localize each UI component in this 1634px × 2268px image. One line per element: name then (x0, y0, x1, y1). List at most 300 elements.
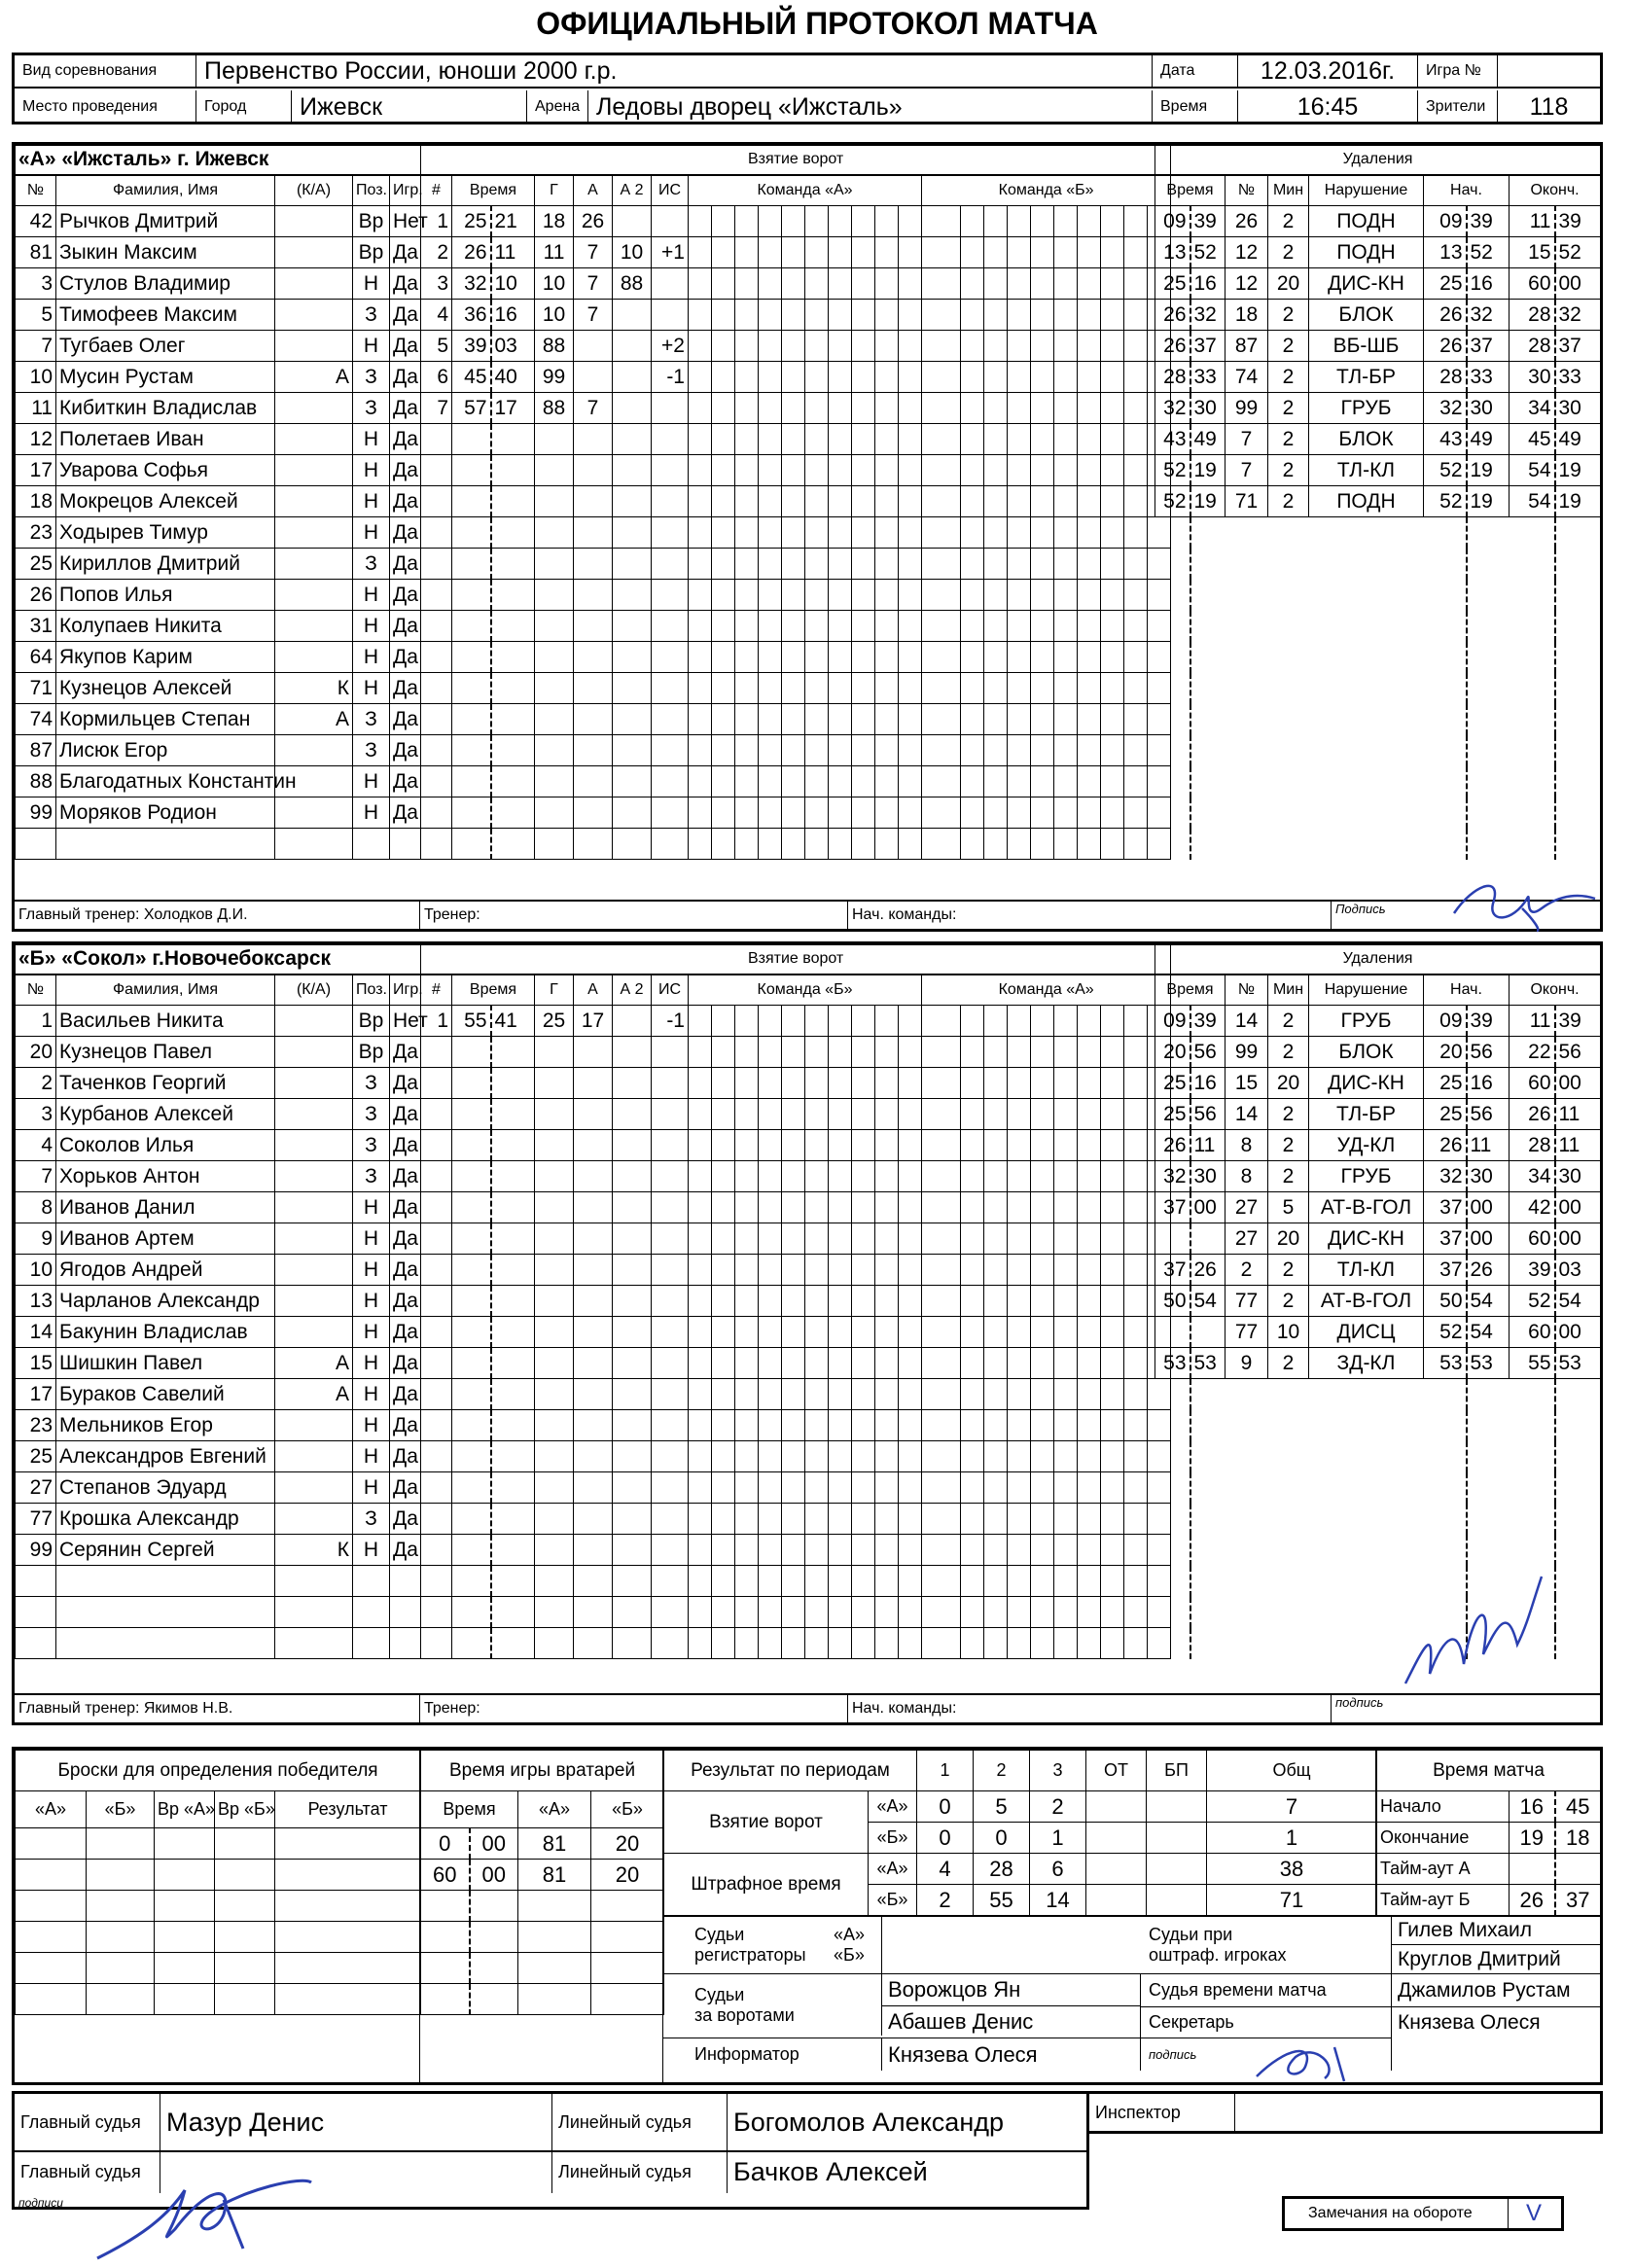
pen-start-min: 13 (1424, 237, 1467, 268)
pen-second: 39 (1190, 206, 1226, 237)
pen-infraction: БЛОК (1309, 424, 1424, 455)
player-row (16, 1410, 421, 1441)
secretary-signature (1247, 2038, 1393, 2084)
pen-start-min: 25 (1424, 1068, 1467, 1099)
goal-row (421, 331, 1171, 362)
player-plays: Да (390, 611, 421, 642)
goal-col-is: ИС (652, 175, 689, 206)
goal-scorer: 88 (535, 331, 574, 362)
player-name: Рычков Дмитрий (56, 206, 275, 237)
goal-assist-1: 7 (574, 300, 613, 331)
penalty-row (1155, 1192, 1601, 1223)
pen-player: 14 (1226, 1006, 1268, 1037)
place-label: Место проведения (15, 90, 196, 124)
pen-start-sec: 56 (1467, 1037, 1510, 1068)
player-plays: Да (390, 1504, 421, 1535)
player-number: 1 (16, 1006, 56, 1037)
shootout-row (16, 1922, 421, 1953)
competition-value: Первенство России, юноши 2000 г.р. (196, 55, 1153, 87)
player-row (16, 735, 421, 766)
pen-end-sec: 39 (1555, 206, 1601, 237)
player-name: Таченков Георгий (56, 1068, 275, 1099)
player-name: Мусин Рустам (56, 362, 275, 393)
goal-row (421, 1099, 1171, 1130)
pen-player: 71 (1226, 486, 1268, 517)
pen-start-min: 25 (1424, 268, 1467, 300)
timeout-b-minute: 26 (1510, 1885, 1555, 1916)
player-plays: Нет (390, 1006, 421, 1037)
match-start-label: Начало (1377, 1791, 1510, 1823)
pen-second: 19 (1190, 455, 1226, 486)
player-name: Уварова Софья (56, 455, 275, 486)
pen-start-min: 52 (1424, 486, 1467, 517)
player-position: Н (353, 517, 390, 549)
goal-row (421, 1566, 1171, 1597)
player-position: З (353, 1130, 390, 1161)
pen-second (1190, 1317, 1226, 1348)
goal-second: 41 (491, 1006, 535, 1037)
col-number: № (16, 175, 56, 206)
goal-row (421, 1130, 1171, 1161)
pen-end-min: 28 (1510, 331, 1555, 362)
pen-start-min: 52 (1424, 455, 1467, 486)
player-role (275, 1410, 353, 1441)
match-time-title: Время матча (1377, 1751, 1601, 1791)
player-role (275, 797, 353, 829)
pen-player: 15 (1226, 1068, 1268, 1099)
arena-value: Ледовы дворец «Ижсталь» (588, 90, 1153, 124)
penalty-row (1155, 766, 1601, 797)
goal-second: 16 (491, 300, 535, 331)
goal-row (421, 673, 1171, 704)
player-position: Н (353, 1379, 390, 1410)
goal-number: 4 (421, 300, 452, 331)
player-plays: Да (390, 1130, 421, 1161)
team-chief-label: Нач. команды: (848, 1695, 1332, 1722)
pen-duration: 2 (1268, 1161, 1309, 1192)
player-number: 25 (16, 549, 56, 580)
player-row (16, 611, 421, 642)
player-row (16, 455, 421, 486)
linesman-1: Богомолов Александр (733, 2107, 1005, 2137)
pen-col-end: Оконч. (1510, 175, 1601, 206)
pen-col-min: Мин (1268, 175, 1309, 206)
pen-end-sec: 49 (1555, 424, 1601, 455)
period-2-header: 2 (974, 1751, 1030, 1791)
player-plays: Да (390, 1099, 421, 1130)
player-role: К (275, 1535, 353, 1566)
penalty-row (1155, 611, 1601, 642)
player-role (275, 1099, 353, 1130)
pen-end-min: 28 (1510, 300, 1555, 331)
player-row (16, 300, 421, 331)
game-number-value (1498, 55, 1600, 87)
player-number: 7 (16, 331, 56, 362)
informer-label: Информатор (663, 2038, 882, 2071)
goal-second: 21 (491, 206, 535, 237)
goal-assist-2 (613, 331, 652, 362)
player-role (275, 206, 353, 237)
player-role (275, 331, 353, 362)
player-role (275, 1068, 353, 1099)
player-number: 2 (16, 1068, 56, 1099)
pen-second: 30 (1190, 393, 1226, 424)
secretary-value: Князева Олеся (1392, 2006, 1600, 2038)
shootout-row (16, 1984, 421, 2015)
goal-col-team2: Команда «Б» (922, 175, 1171, 206)
player-row (16, 1255, 421, 1286)
pen-minute (1155, 1223, 1190, 1255)
team-chief-label: Нач. команды: (848, 902, 1332, 929)
player-number: 81 (16, 237, 56, 268)
pen-minute: 52 (1155, 486, 1190, 517)
player-number: 74 (16, 704, 56, 735)
pen-end-min: 60 (1510, 1223, 1555, 1255)
pen-minute: 09 (1155, 1006, 1190, 1037)
pen-minute: 52 (1155, 455, 1190, 486)
player-role (275, 1037, 353, 1068)
spectators-label: Зрители (1418, 90, 1498, 124)
goal-row (421, 1006, 1171, 1037)
shootout-col-gkb: Вр «Б» (215, 1791, 275, 1828)
goal-judge-1: Ворожцов Ян (882, 1973, 1141, 2006)
goal-row (421, 393, 1171, 424)
pen-infraction: ПОДН (1309, 486, 1424, 517)
pen-infraction: ТЛ-БР (1309, 362, 1424, 393)
goalie-time-col-b: «Б» (591, 1791, 664, 1828)
player-plays: Да (390, 735, 421, 766)
player-plays: Да (390, 486, 421, 517)
penalty-row (1155, 642, 1601, 673)
player-plays: Да (390, 268, 421, 300)
period-row-label: Взятие ворот (664, 1791, 869, 1854)
pen-end-min: 54 (1510, 486, 1555, 517)
goal-assist-1: 7 (574, 237, 613, 268)
goal-second: 17 (491, 393, 535, 424)
player-name: Бакунин Владислав (56, 1317, 275, 1348)
goalie-time-title: Время игры вратарей (421, 1751, 664, 1791)
pen-start-sec: 52 (1467, 237, 1510, 268)
penalties-title: Удаления (1155, 146, 1601, 175)
pen-end-sec: 30 (1555, 393, 1601, 424)
player-row (16, 1317, 421, 1348)
player-role: А (275, 1348, 353, 1379)
player-position: Н (353, 642, 390, 673)
player-number: 4 (16, 1130, 56, 1161)
goal-strength: -1 (652, 1006, 689, 1037)
informer-value: Князева Олеся (882, 2038, 1141, 2071)
goal-strength (652, 206, 689, 237)
player-role (275, 1286, 353, 1317)
period-team: «Б» (869, 1885, 917, 1916)
goalie-min: 0 (421, 1828, 470, 1860)
goal-row (421, 1348, 1171, 1379)
pen-duration: 2 (1268, 237, 1309, 268)
penalty-row (1155, 673, 1601, 704)
pen-end-min: 55 (1510, 1348, 1555, 1379)
pen-player: 87 (1226, 331, 1268, 362)
pen-start-sec: 00 (1467, 1223, 1510, 1255)
pen-minute: 09 (1155, 206, 1190, 237)
player-position: Н (353, 486, 390, 517)
goal-number: 1 (421, 1006, 452, 1037)
penalty-row (1155, 1535, 1601, 1566)
goal-strength: -1 (652, 362, 689, 393)
period-value: 38 (1207, 1854, 1377, 1885)
pen-minute: 25 (1155, 268, 1190, 300)
player-row (16, 797, 421, 829)
pen-start-min: 37 (1424, 1223, 1467, 1255)
pen-end-sec: 00 (1555, 1223, 1601, 1255)
pen-duration: 2 (1268, 455, 1309, 486)
linesman-2: Бачков Алексей (733, 2156, 928, 2186)
shootout-row (16, 1953, 421, 1984)
pen-start-sec: 19 (1467, 486, 1510, 517)
penalty-row (1155, 1068, 1601, 1099)
player-name: Ходырев Тимур (56, 517, 275, 549)
goal-number: 1 (421, 206, 452, 237)
player-role (275, 1130, 353, 1161)
player-number: 23 (16, 1410, 56, 1441)
penalty-row (1155, 1099, 1601, 1130)
player-role (275, 1255, 353, 1286)
player-name: Кузнецов Павел (56, 1037, 275, 1068)
player-position: З (353, 1504, 390, 1535)
player-role (275, 1472, 353, 1504)
player-position: Н (353, 1441, 390, 1472)
penalty-row (1155, 517, 1601, 549)
player-name: Васильев Никита (56, 1006, 275, 1037)
player-row (16, 1068, 421, 1099)
goal-scorer: 18 (535, 206, 574, 237)
pen-start-sec: 54 (1467, 1286, 1510, 1317)
penalty-row (1155, 735, 1601, 766)
player-number: 31 (16, 611, 56, 642)
penalty-row (1155, 1504, 1601, 1535)
player-number: 23 (16, 517, 56, 549)
player-name: Серянин Сергей (56, 1535, 275, 1566)
col-position: Поз. (353, 975, 390, 1006)
team-b-section (12, 941, 1603, 1725)
pen-infraction: БЛОК (1309, 1037, 1424, 1068)
player-role (275, 268, 353, 300)
player-plays: Да (390, 1317, 421, 1348)
player-position: Вр (353, 1037, 390, 1068)
referees-signs-label: подписи (18, 2196, 63, 2210)
player-row (16, 1192, 421, 1223)
penalty-row (1155, 1441, 1601, 1472)
goal-second: 11 (491, 237, 535, 268)
player-name: Мельников Егор (56, 1410, 275, 1441)
pen-start-min: 53 (1424, 1348, 1467, 1379)
date-value: 12.03.2016г. (1238, 55, 1418, 87)
pen-end-sec: 11 (1555, 1130, 1601, 1161)
secretary-label: Секретарь (1141, 2006, 1392, 2038)
penalty-row (1155, 1006, 1601, 1037)
pen-start-sec: 54 (1467, 1317, 1510, 1348)
pen-duration: 2 (1268, 300, 1309, 331)
pen-start-min: 52 (1424, 1317, 1467, 1348)
goalie-time-col-time: Время (421, 1791, 518, 1828)
col-captain: (К/А) (275, 975, 353, 1006)
pen-second: 19 (1190, 486, 1226, 517)
goal-col-time: Время (452, 975, 535, 1006)
pen-start-min: 26 (1424, 300, 1467, 331)
pen-end-sec: 03 (1555, 1255, 1601, 1286)
pen-start-min: 50 (1424, 1286, 1467, 1317)
pen-end-min: 11 (1510, 1006, 1555, 1037)
pen-col-time: Время (1155, 975, 1226, 1006)
player-name: Шишкин Павел (56, 1348, 275, 1379)
pen-start-min: 26 (1424, 1130, 1467, 1161)
goalie-min: 60 (421, 1860, 470, 1891)
player-row (16, 580, 421, 611)
player-name: Александров Евгений (56, 1441, 275, 1472)
pen-infraction: ТЛ-БР (1309, 1099, 1424, 1130)
city-label: Город (196, 90, 292, 124)
goal-number: 5 (421, 331, 452, 362)
periods-box (663, 1750, 1376, 1915)
goal-row (421, 1379, 1171, 1410)
player-position: З (353, 549, 390, 580)
pen-start-sec: 32 (1467, 300, 1510, 331)
player-role (275, 735, 353, 766)
player-name: Кормильцев Степан (56, 704, 275, 735)
player-plays: Да (390, 1223, 421, 1255)
pen-minute: 37 (1155, 1192, 1190, 1223)
player-row (16, 1161, 421, 1192)
player-plays: Да (390, 1192, 421, 1223)
goal-assist-1: 26 (574, 206, 613, 237)
match-start-hour: 16 (1510, 1791, 1555, 1823)
player-row (16, 1286, 421, 1317)
pen-duration: 2 (1268, 1006, 1309, 1037)
player-position: З (353, 1161, 390, 1192)
player-name: Лисюк Егор (56, 735, 275, 766)
penalty-row (1155, 486, 1601, 517)
pen-end-min: 30 (1510, 362, 1555, 393)
pen-infraction: АТ-В-ГОЛ (1309, 1286, 1424, 1317)
period-value: 2 (1030, 1791, 1086, 1823)
pen-minute: 26 (1155, 1130, 1190, 1161)
goal-row (421, 611, 1171, 642)
pen-second: 16 (1190, 1068, 1226, 1099)
pen-minute: 37 (1155, 1255, 1190, 1286)
time-value: 16:45 (1238, 90, 1418, 124)
goal-row (421, 455, 1171, 486)
player-number: 64 (16, 642, 56, 673)
pen-second: 56 (1190, 1037, 1226, 1068)
pen-start-min: 26 (1424, 331, 1467, 362)
pen-minute: 28 (1155, 362, 1190, 393)
player-row (16, 268, 421, 300)
penalty-row (1155, 1161, 1601, 1192)
player-number: 10 (16, 1255, 56, 1286)
team-title: «Б» «Сокол» г.Новочебоксарск (16, 945, 421, 975)
timekeeper-value: Джамилов Рустам (1392, 1973, 1600, 2006)
player-row (16, 642, 421, 673)
shootout-title: Броски для определения победителя (16, 1751, 421, 1791)
period-value (1086, 1885, 1147, 1916)
pen-second: 39 (1190, 1006, 1226, 1037)
player-position: Вр (353, 1006, 390, 1037)
match-end-minute: 18 (1555, 1823, 1601, 1854)
pen-end-min: 34 (1510, 1161, 1555, 1192)
head-coach: Главный тренер: Якимов Н.В. (15, 1695, 420, 1722)
player-name: Иванов Артем (56, 1223, 275, 1255)
pen-infraction: ГРУБ (1309, 1006, 1424, 1037)
goal-judge-2: Абашев Денис (882, 2006, 1141, 2038)
period-1-header: 1 (917, 1751, 974, 1791)
goal-col-a2: А 2 (613, 975, 652, 1006)
pen-duration: 20 (1268, 268, 1309, 300)
player-number: 99 (16, 797, 56, 829)
goal-row (421, 300, 1171, 331)
pen-start-sec: 49 (1467, 424, 1510, 455)
player-role: А (275, 704, 353, 735)
team-a-signature (1435, 865, 1600, 933)
goal-second: 03 (491, 331, 535, 362)
goal-scorer: 88 (535, 393, 574, 424)
period-value (1147, 1854, 1207, 1885)
player-plays: Да (390, 362, 421, 393)
pen-player: 7 (1226, 424, 1268, 455)
player-row (16, 549, 421, 580)
pen-infraction: ГРУБ (1309, 1161, 1424, 1192)
goal-strength (652, 393, 689, 424)
period-team: «А» (869, 1791, 917, 1823)
goalie-time-box (420, 1750, 663, 2082)
player-name: Тугбаев Олег (56, 331, 275, 362)
player-row (16, 206, 421, 237)
player-number: 20 (16, 1037, 56, 1068)
pen-start-sec: 53 (1467, 1348, 1510, 1379)
timekeeper-label: Судья времени матча (1141, 1973, 1392, 2006)
player-name: Степанов Эдуард (56, 1472, 275, 1504)
pen-second (1190, 1223, 1226, 1255)
penalty-box-judge-2: Круглов Дмитрий (1398, 1947, 1561, 1970)
main-referee-label-1: Главный судья (15, 2094, 160, 2150)
pen-start-sec: 16 (1467, 1068, 1510, 1099)
pen-end-sec: 56 (1555, 1037, 1601, 1068)
penalty-row (1155, 797, 1601, 829)
pen-start-min: 37 (1424, 1192, 1467, 1223)
period-ot-header: ОТ (1086, 1751, 1147, 1791)
player-name: Хорьков Антон (56, 1161, 275, 1192)
pen-end-sec: 11 (1555, 1099, 1601, 1130)
player-role (275, 517, 353, 549)
player-plays: Да (390, 331, 421, 362)
goal-scorer: 25 (535, 1006, 574, 1037)
goal-row (421, 268, 1171, 300)
pen-end-min: 60 (1510, 1068, 1555, 1099)
pen-second: 32 (1190, 300, 1226, 331)
player-row (16, 1348, 421, 1379)
goal-row (421, 797, 1171, 829)
pen-start-min: 09 (1424, 1006, 1467, 1037)
goal-judges-label: Судьи за воротами (663, 1973, 882, 2036)
pen-start-min: 37 (1424, 1255, 1467, 1286)
player-name: Моряков Родион (56, 797, 275, 829)
player-name: Попов Илья (56, 580, 275, 611)
player-plays: Да (390, 549, 421, 580)
pen-end-min: 39 (1510, 1255, 1555, 1286)
pen-end-min: 34 (1510, 393, 1555, 424)
goal-scorer: 10 (535, 300, 574, 331)
pen-end-sec: 53 (1555, 1348, 1601, 1379)
summary-section (12, 1747, 1603, 2085)
pen-start-sec: 56 (1467, 1099, 1510, 1130)
